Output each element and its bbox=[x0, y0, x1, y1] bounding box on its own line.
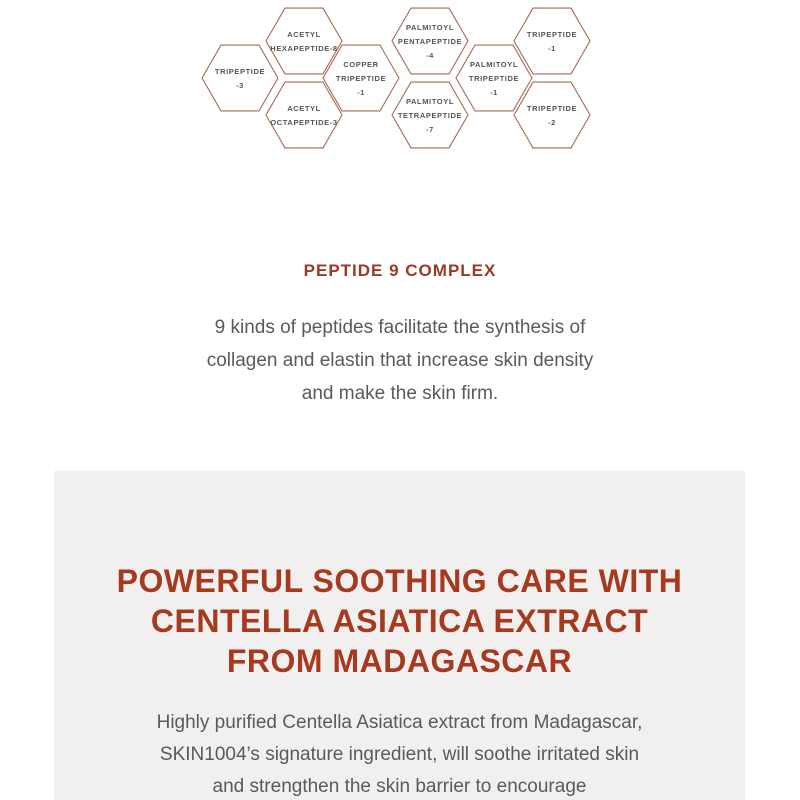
hexagon-outline bbox=[514, 8, 590, 74]
peptide-hexagon-diagram bbox=[0, 0, 800, 170]
soothing-heading-line: CENTELLA ASIATICA EXTRACT bbox=[150, 603, 649, 639]
peptide-hexagon bbox=[392, 8, 468, 74]
peptide-hexagon bbox=[514, 8, 590, 74]
peptide-hexagon bbox=[456, 45, 532, 111]
hexagon-label: COPPER bbox=[343, 60, 379, 69]
soothing-description-line: Highly purified Centella Asiatica extract from Madagascar, bbox=[156, 712, 643, 733]
hexagon-label: ACETYL bbox=[287, 104, 321, 113]
hexagon-label: -1 bbox=[357, 88, 365, 97]
hexagon-label: OCTAPEPTIDE-3 bbox=[270, 118, 338, 127]
hexagon-label: TRIPEPTIDE bbox=[468, 74, 520, 83]
hexagon-label: TRIPEPTIDE bbox=[214, 67, 266, 76]
soothing-description-line: and strengthen the skin barrier to encourage bbox=[212, 776, 587, 797]
hexagon-label: -4 bbox=[426, 51, 434, 60]
peptide-description-line: collagen and elastin that increase skin density bbox=[206, 350, 594, 371]
peptide-hexagon bbox=[392, 82, 468, 148]
hexagon-outline bbox=[514, 82, 590, 148]
hexagon-label: ACETYL bbox=[287, 30, 321, 39]
hexagon-label: TRIPEPTIDE bbox=[526, 30, 578, 39]
hexagon-label: -1 bbox=[548, 44, 556, 53]
hexagon-label: TETRAPEPTIDE bbox=[397, 111, 463, 120]
peptide-complex-title: PEPTIDE 9 COMPLEX bbox=[303, 261, 497, 280]
peptide-hexagon bbox=[514, 82, 590, 148]
hexagon-label: PENTAPEPTIDE bbox=[397, 37, 463, 46]
soothing-care-panel bbox=[54, 471, 745, 800]
hexagon-label: TRIPEPTIDE bbox=[526, 104, 578, 113]
soothing-description-line: SKIN1004’s signature ingredient, will soothe irritated skin bbox=[159, 744, 640, 765]
peptide-description-line: 9 kinds of peptides facilitate the synthesis of bbox=[214, 317, 586, 338]
hexagon-label: HEXAPEPTIDE-8 bbox=[270, 44, 338, 53]
hexagon-label: -7 bbox=[426, 125, 434, 134]
hexagon-label: -1 bbox=[490, 88, 498, 97]
soothing-care-heading bbox=[54, 561, 745, 681]
soothing-care-description bbox=[114, 707, 685, 800]
hexagon-label: TRIPEPTIDE bbox=[335, 74, 387, 83]
peptide-description-line: and make the skin firm. bbox=[301, 383, 499, 404]
hexagon-label: PALMITOYL bbox=[469, 60, 519, 69]
peptide-complex-description bbox=[150, 311, 650, 410]
peptide-hexagon bbox=[202, 45, 278, 111]
hexagon-label: PALMITOYL bbox=[405, 97, 455, 106]
hexagon-label: -3 bbox=[236, 81, 244, 90]
hexagon-label: PALMITOYL bbox=[405, 23, 455, 32]
soothing-heading-line: FROM MADAGASCAR bbox=[226, 643, 573, 679]
hexagon-outline bbox=[202, 45, 278, 111]
hexagon-label: -2 bbox=[548, 118, 556, 127]
soothing-heading-line: POWERFUL SOOTHING CARE WITH bbox=[116, 563, 683, 599]
